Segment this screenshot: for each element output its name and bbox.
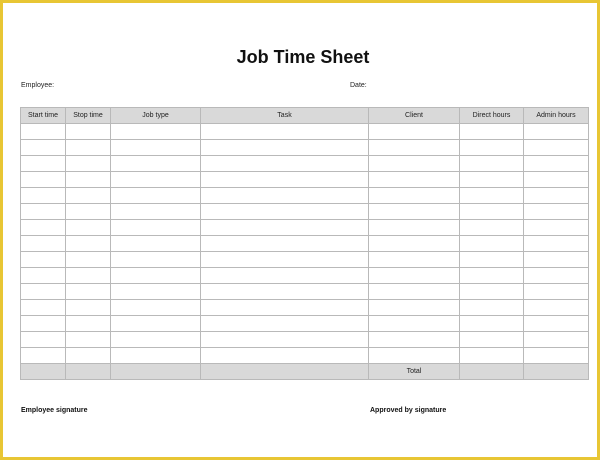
table-cell[interactable] [460,284,524,300]
table-cell[interactable] [369,220,460,236]
table-cell[interactable] [201,300,369,316]
table-cell[interactable] [66,220,111,236]
table-cell[interactable] [369,300,460,316]
table-cell[interactable] [66,300,111,316]
total-cell [201,364,369,380]
table-cell[interactable] [21,252,66,268]
column-header-job-type: Job type [111,108,201,124]
table-cell[interactable] [369,188,460,204]
table-cell[interactable] [21,140,66,156]
time-sheet-table [20,107,589,380]
page-title: Job Time Sheet [236,47,370,67]
table-row [21,220,589,236]
table-cell[interactable] [369,332,460,348]
table-cell[interactable] [201,284,369,300]
table-cell[interactable] [111,140,201,156]
table-cell[interactable] [524,268,589,284]
table-cell[interactable] [201,140,369,156]
table-cell[interactable] [369,236,460,252]
table-row [21,172,589,188]
table-cell[interactable] [369,348,460,364]
table-cell[interactable] [111,156,201,172]
table-cell[interactable] [66,124,111,140]
table-cell[interactable] [524,220,589,236]
table-cell[interactable] [201,220,369,236]
table-cell[interactable] [460,172,524,188]
table-row [21,284,589,300]
table-cell[interactable] [524,236,589,252]
table-cell[interactable] [201,268,369,284]
table-cell[interactable] [524,348,589,364]
table-cell[interactable] [66,284,111,300]
table-cell[interactable] [66,252,111,268]
table-row [21,236,589,252]
table-cell[interactable] [524,284,589,300]
table-cell[interactable] [66,188,111,204]
date-label: Date: [350,82,367,89]
table-cell[interactable] [369,316,460,332]
table-row [21,156,589,172]
table-cell[interactable] [460,300,524,316]
table-cell[interactable] [21,316,66,332]
table-cell[interactable] [111,332,201,348]
table-cell[interactable] [460,252,524,268]
table-cell[interactable] [201,332,369,348]
table-row [21,188,589,204]
table-body [21,124,589,364]
table-cell[interactable] [21,332,66,348]
table-cell[interactable] [111,172,201,188]
table-cell[interactable] [66,204,111,220]
table-cell[interactable] [21,268,66,284]
table-row [21,332,589,348]
table-cell[interactable] [21,348,66,364]
approved-signature-label: Approved by signature [370,407,447,414]
table-cell[interactable] [369,284,460,300]
total-admin-hours[interactable] [524,364,589,380]
total-cell [111,364,201,380]
table-cell[interactable] [201,124,369,140]
table-cell[interactable] [369,204,460,220]
table-cell[interactable] [201,204,369,220]
table-cell[interactable] [201,156,369,172]
table-cell[interactable] [111,236,201,252]
table-cell[interactable] [369,140,460,156]
table-cell[interactable] [21,124,66,140]
table-cell[interactable] [524,252,589,268]
table-cell[interactable] [460,348,524,364]
table-cell[interactable] [66,348,111,364]
column-header-direct-hours: Direct hours [460,108,524,124]
total-cell [21,364,66,380]
table-cell[interactable] [201,316,369,332]
table-cell[interactable] [369,252,460,268]
table-cell[interactable] [21,284,66,300]
table-cell[interactable] [66,236,111,252]
column-header-start-time: Start time [21,108,66,124]
table-row [21,348,589,364]
table-cell[interactable] [66,172,111,188]
table-cell[interactable] [524,124,589,140]
table-cell[interactable] [369,172,460,188]
table-cell[interactable] [66,268,111,284]
table-cell[interactable] [21,220,66,236]
table-cell[interactable] [66,156,111,172]
table-cell[interactable] [21,188,66,204]
table-cell[interactable] [201,348,369,364]
table-row [21,124,589,140]
table-row [21,300,589,316]
total-row [21,364,589,380]
table-cell[interactable] [21,172,66,188]
table-cell[interactable] [111,252,201,268]
employee-label: Employee: [21,82,55,89]
employee-signature-label: Employee signature [21,407,88,414]
table-cell[interactable] [524,332,589,348]
table-cell[interactable] [21,300,66,316]
column-header-admin-hours: Admin hours [524,108,589,124]
table-row [21,252,589,268]
table-cell[interactable] [460,316,524,332]
table-cell[interactable] [524,172,589,188]
table-cell[interactable] [524,316,589,332]
table-cell[interactable] [111,348,201,364]
total-direct-hours[interactable] [460,364,524,380]
table-cell[interactable] [460,332,524,348]
table-row [21,268,589,284]
table-cell[interactable] [201,252,369,268]
table-cell[interactable] [111,268,201,284]
table-cell[interactable] [201,236,369,252]
column-header-stop-time: Stop time [66,108,111,124]
table-cell[interactable] [524,140,589,156]
column-header-client: Client [369,108,460,124]
table-cell[interactable] [66,332,111,348]
table-cell[interactable] [201,188,369,204]
table-cell[interactable] [21,204,66,220]
table-cell[interactable] [111,316,201,332]
table-cell[interactable] [111,300,201,316]
table-cell[interactable] [524,204,589,220]
table-cell[interactable] [111,284,201,300]
table-cell[interactable] [524,156,589,172]
table-cell[interactable] [369,124,460,140]
table-cell[interactable] [460,268,524,284]
table-cell[interactable] [460,220,524,236]
total-cell [66,364,111,380]
table-cell[interactable] [460,156,524,172]
table-cell[interactable] [111,124,201,140]
table-cell[interactable] [111,220,201,236]
table-cell[interactable] [460,140,524,156]
table-cell[interactable] [460,236,524,252]
table-cell[interactable] [460,188,524,204]
table-cell[interactable] [66,140,111,156]
table-cell[interactable] [460,124,524,140]
table-cell[interactable] [460,204,524,220]
table-cell[interactable] [21,156,66,172]
table-cell[interactable] [524,188,589,204]
column-header-task: Task [201,108,369,124]
table-cell[interactable] [111,188,201,204]
total-label: Total [369,364,460,380]
table-cell[interactable] [369,268,460,284]
table-cell[interactable] [66,316,111,332]
table-cell[interactable] [111,204,201,220]
table-row [21,140,589,156]
table-row [21,204,589,220]
header-row [21,108,589,124]
table-cell[interactable] [201,172,369,188]
table-cell[interactable] [369,156,460,172]
table-cell[interactable] [524,300,589,316]
table-row [21,316,589,332]
table-cell[interactable] [21,236,66,252]
